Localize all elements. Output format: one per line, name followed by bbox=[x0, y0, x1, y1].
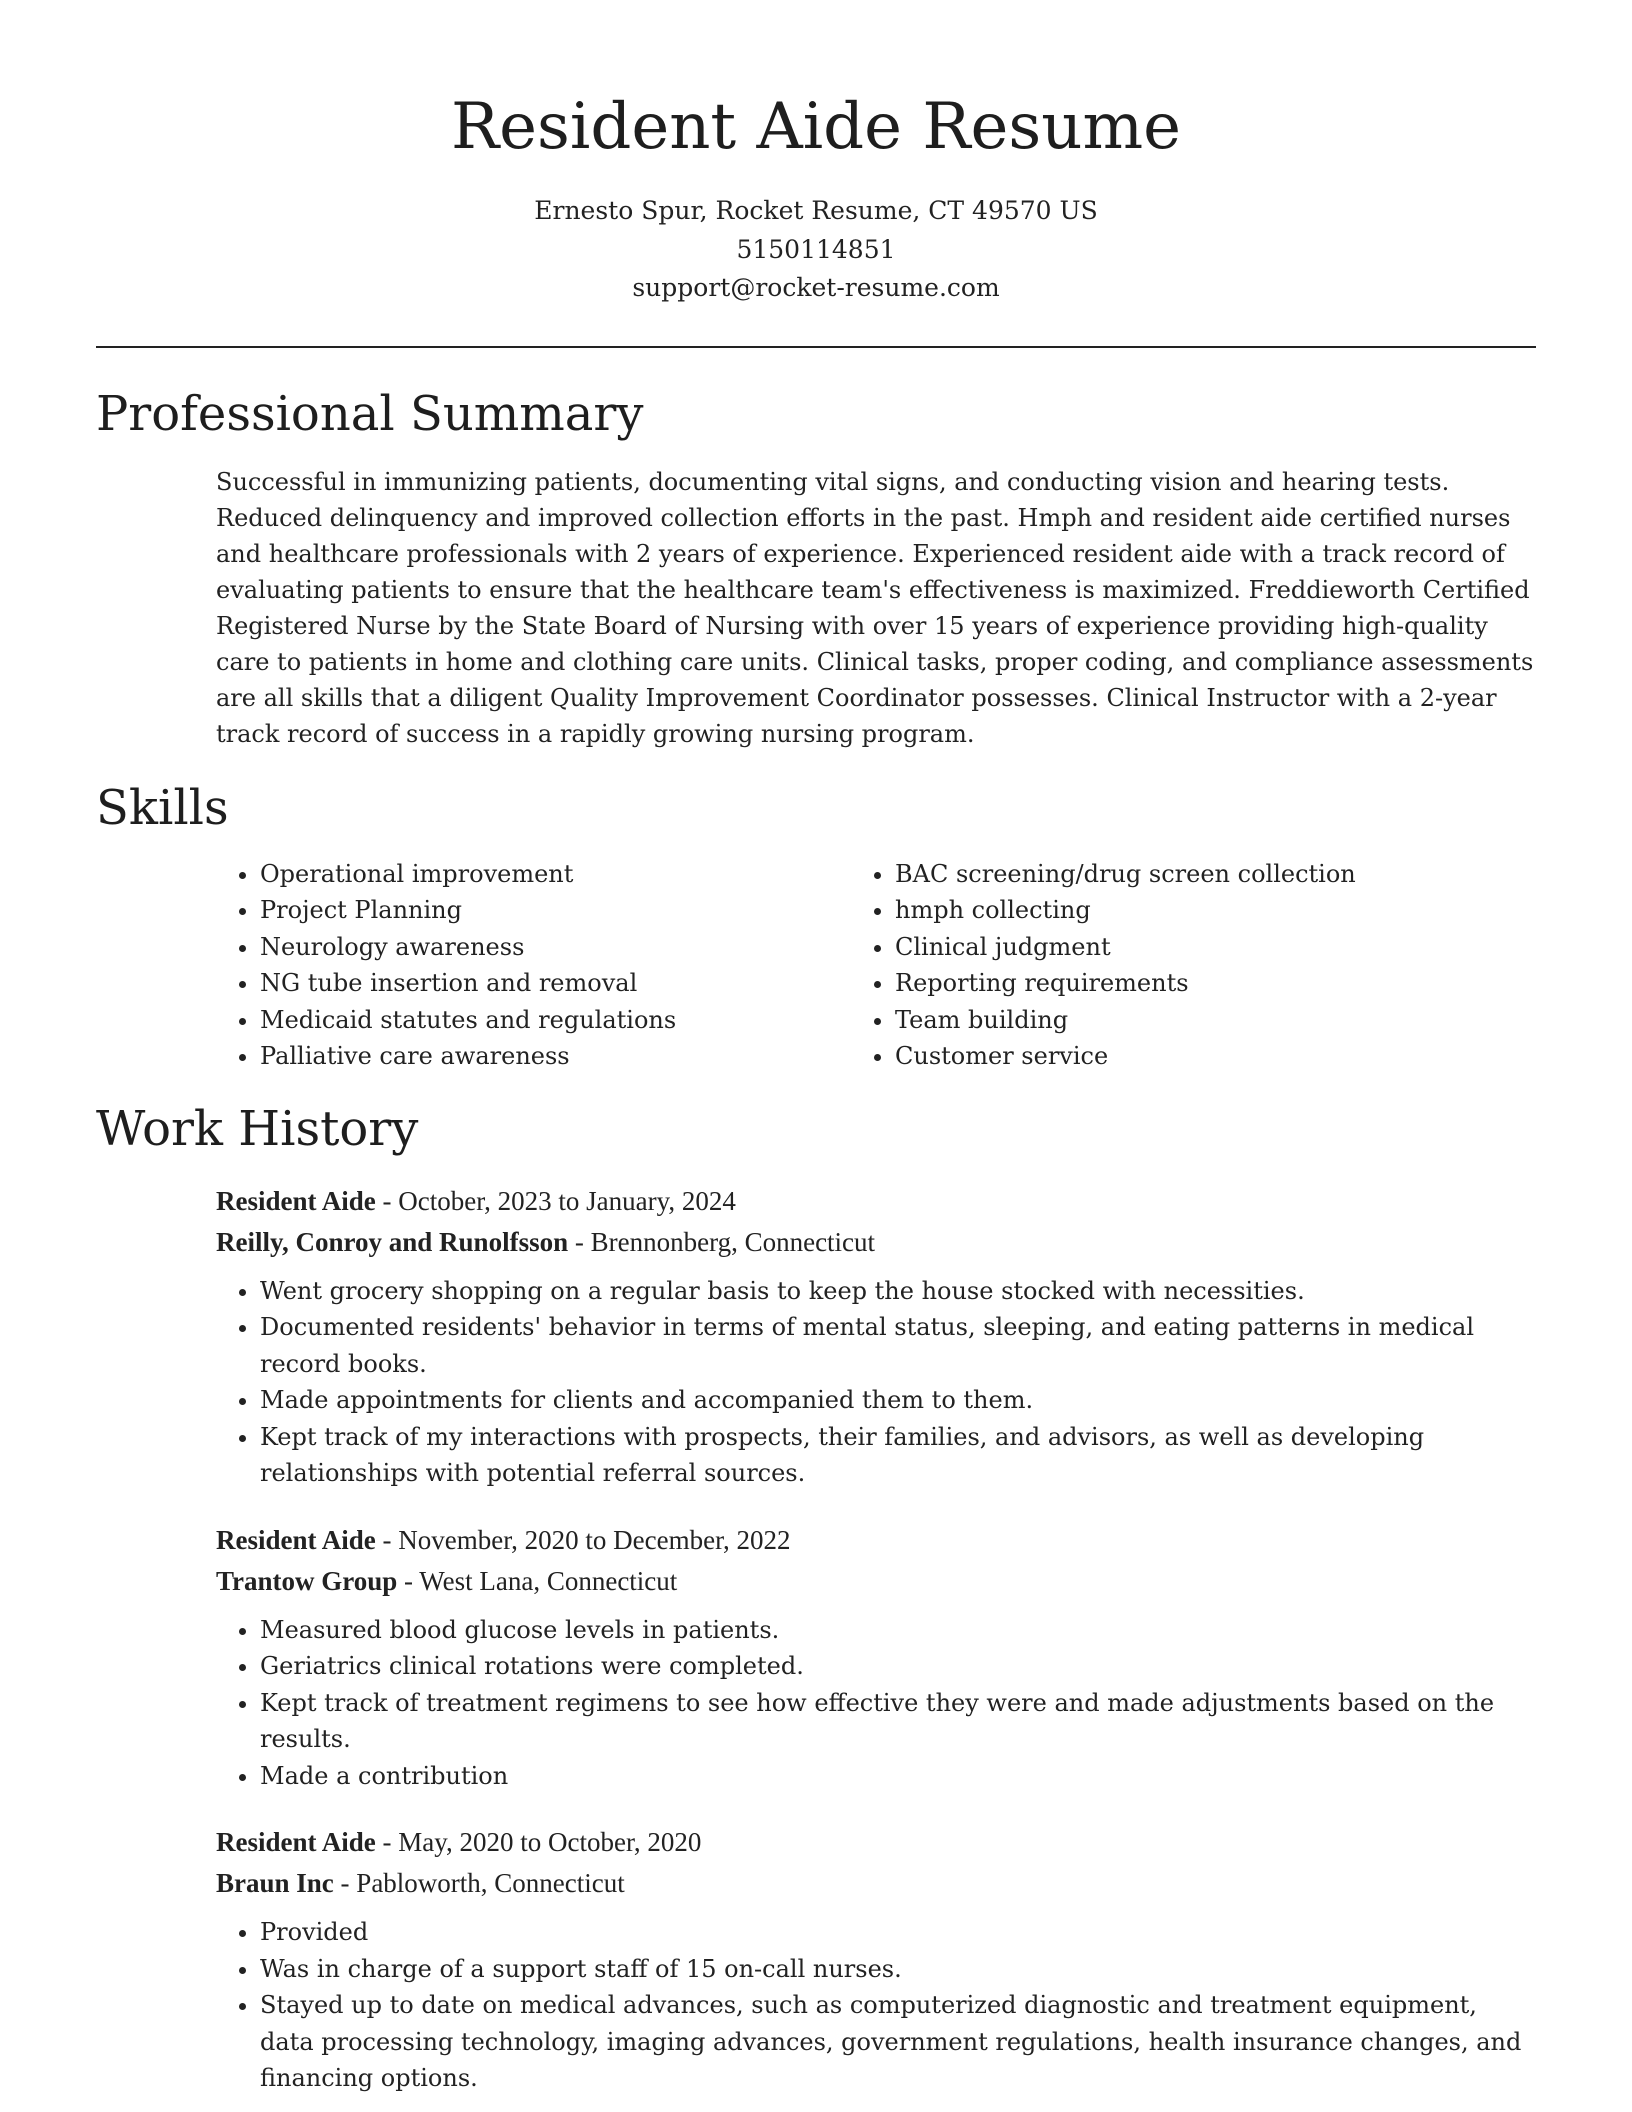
separator: - bbox=[568, 1226, 591, 1257]
job-bullet: • Made a contribution bbox=[260, 1758, 1536, 1795]
job-bullet: • Made appointments for clients and accompanied them to them. bbox=[260, 1382, 1536, 1419]
job-title-line bbox=[216, 1181, 1536, 1222]
skills-column-right bbox=[895, 856, 1536, 1075]
skill-item: • BAC screening/drug screen collection bbox=[895, 856, 1536, 893]
job-title: Resident Aide bbox=[216, 1827, 376, 1857]
job-bullet: • Provided bbox=[260, 1914, 1536, 1951]
work-history-heading: Work History bbox=[96, 1100, 419, 1157]
skill-item: • Palliative care awareness bbox=[260, 1038, 901, 1075]
resume-page bbox=[96, 0, 1536, 2097]
job-dates: October, 2023 to January, 2024 bbox=[398, 1185, 736, 1216]
job-bullet: • Was in charge of a support staff of 15 on-call nurses. bbox=[260, 1951, 1536, 1988]
contact-phone: 5150114851 bbox=[736, 234, 896, 264]
job-entry bbox=[216, 1181, 1536, 1492]
job-company: Braun Inc bbox=[216, 1868, 334, 1898]
job-title-line bbox=[216, 1520, 1536, 1561]
skill-item: • Medicaid statutes and regulations bbox=[260, 1002, 901, 1039]
skill-item: • Project Planning bbox=[260, 892, 901, 929]
skill-item: • Operational improvement bbox=[260, 856, 901, 893]
skill-item: • Team building bbox=[895, 1002, 1536, 1039]
job-title: Resident Aide bbox=[216, 1185, 376, 1216]
separator: - bbox=[333, 1868, 357, 1898]
job-location: Brennonberg, Connecticut bbox=[590, 1226, 876, 1257]
job-company-line bbox=[216, 1863, 1536, 1904]
job-company-line bbox=[216, 1561, 1536, 1602]
job-bullet: • Measured blood glucose levels in patients. bbox=[260, 1612, 1536, 1649]
separator: - bbox=[375, 1185, 399, 1216]
job-bullets bbox=[216, 1914, 1536, 2097]
separator: - bbox=[375, 1827, 399, 1857]
job-bullets bbox=[216, 1273, 1536, 1492]
skills-column-left bbox=[216, 856, 901, 1075]
job-bullet: • Stayed up to date on medical advances, such as computerized diagnostic and treatment equipment, data processing technology, imaging advances, government regulations, health insurance changes, and financing options. bbox=[260, 1987, 1536, 2097]
separator: - bbox=[375, 1524, 399, 1555]
skill-item: • hmph collecting bbox=[895, 892, 1536, 929]
job-bullets bbox=[216, 1612, 1536, 1795]
job-bullet: • Documented residents' behavior in terms of mental status, sleeping, and eating patterns in medical record books. bbox=[260, 1309, 1536, 1382]
skill-item: • Customer service bbox=[895, 1038, 1536, 1075]
skills-grid bbox=[216, 856, 1536, 1075]
contact-address: Ernesto Spur, Rocket Resume, CT 49570 US bbox=[534, 196, 1098, 225]
job-company: Reilly, Conroy and Runolfsson bbox=[216, 1226, 569, 1257]
job-dates: November, 2020 to December, 2022 bbox=[398, 1524, 791, 1555]
skill-item: • NG tube insertion and removal bbox=[260, 965, 901, 1002]
job-title: Resident Aide bbox=[216, 1524, 376, 1555]
summary-heading: Professional Summary bbox=[96, 385, 644, 442]
job-entry bbox=[216, 1822, 1536, 2097]
job-dates: May, 2020 to October, 2020 bbox=[398, 1827, 702, 1857]
job-bullet: • Went grocery shopping on a regular basis to keep the house stocked with necessities. bbox=[260, 1273, 1536, 1310]
job-location: Pabloworth, Connecticut bbox=[356, 1868, 625, 1898]
skill-item: • Clinical judgment bbox=[895, 929, 1536, 966]
resume-title: Resident Aide Resume bbox=[450, 90, 1182, 164]
separator: - bbox=[397, 1565, 420, 1596]
skill-item: • Neurology awareness bbox=[260, 929, 901, 966]
skills-heading: Skills bbox=[96, 779, 229, 836]
summary-text: Successful in immunizing patients, documenting vital signs, and conducting vision and hearing tests. Reduced delinquency and improved collection efforts in the past. Hmph and resident aide certified nurses and healthcare professionals with 2 years of experience. Experienced resident aide with a track record of evaluating patients to ensure that the healthcare team's effectiveness is maximized. Freddieworth Certified Registered Nurse by the State Board of Nursing with over 15 years of experience providing high-quality care to patients in home and clothing care units. Clinical tasks, proper coding, and compliance assessments are all skills that a diligent Quality Improvement Coordinator possesses. Clinical Instructor with a 2-year track record of success in a rapidly growing nursing program. bbox=[216, 467, 1534, 748]
job-company-line bbox=[216, 1222, 1536, 1263]
job-entry bbox=[216, 1520, 1536, 1795]
job-bullet: • Kept track of my interactions with prospects, their families, and advisors, as well as developing relationships with potential referral sources. bbox=[260, 1419, 1536, 1492]
job-location: West Lana, Connecticut bbox=[419, 1565, 678, 1596]
job-company: Trantow Group bbox=[216, 1565, 398, 1596]
job-title-line bbox=[216, 1822, 1536, 1863]
job-bullet: • Kept track of treatment regimens to see how effective they were and made adjustments based on the results. bbox=[260, 1685, 1536, 1758]
contact-email: support@rocket-resume.com bbox=[632, 273, 1000, 302]
skill-item: • Reporting requirements bbox=[895, 965, 1536, 1002]
header-divider bbox=[96, 346, 1536, 348]
contact-block bbox=[96, 192, 1536, 308]
job-bullet: • Geriatrics clinical rotations were completed. bbox=[260, 1648, 1536, 1685]
